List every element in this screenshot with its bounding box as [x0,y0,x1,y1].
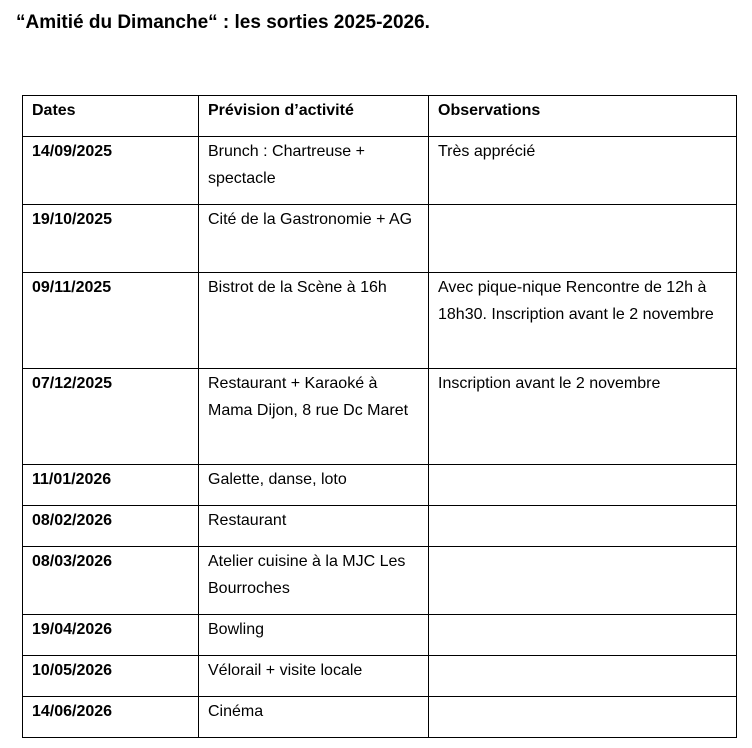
table-row [23,506,737,547]
observations-cell [429,205,737,273]
date-cell: 11/01/2026 [23,465,199,506]
table-row [23,465,737,506]
date-cell: 14/06/2026 [23,697,199,738]
activity-cell: Restaurant + Karaoké à Mama Dijon, 8 rue Dc Maret [199,369,429,465]
table-row [23,547,737,615]
activity-cell: Galette, danse, loto [199,465,429,506]
activity-cell: Restaurant [199,506,429,547]
activity-cell: Vélorail + visite locale [199,656,429,697]
table-row [23,656,737,697]
activity-cell: Bistrot de la Scène à 16h [199,273,429,369]
activity-cell: Bowling [199,615,429,656]
table-row [23,273,737,369]
date-cell: 09/11/2025 [23,273,199,369]
header-dates: Dates [23,96,199,137]
document-title: “Amitié du Dimanche“ : les sorties 2025-2026. [16,12,430,33]
activity-cell: Cinéma [199,697,429,738]
outings-table [22,95,737,738]
observations-cell: Inscription avant le 2 novembre [429,369,737,465]
observations-cell [429,615,737,656]
date-cell: 10/05/2026 [23,656,199,697]
date-cell: 08/03/2026 [23,547,199,615]
table-row [23,615,737,656]
date-cell: 19/04/2026 [23,615,199,656]
activity-cell: Brunch : Chartreuse + spectacle [199,137,429,205]
header-activity: Prévision d’activité [199,96,429,137]
observations-cell [429,506,737,547]
observations-cell: Très apprécié [429,137,737,205]
table-row [23,369,737,465]
activity-cell: Atelier cuisine à la MJC Les Bourroches [199,547,429,615]
table-row [23,697,737,738]
date-cell: 19/10/2025 [23,205,199,273]
observations-cell [429,465,737,506]
header-observations: Observations [429,96,737,137]
date-cell: 07/12/2025 [23,369,199,465]
table-row [23,205,737,273]
table-header-row [23,96,737,137]
observations-cell: Avec pique-nique Rencontre de 12h à 18h30. Inscription avant le 2 novembre [429,273,737,369]
observations-cell [429,697,737,738]
date-cell: 14/09/2025 [23,137,199,205]
table-row [23,137,737,205]
observations-cell [429,656,737,697]
date-cell: 08/02/2026 [23,506,199,547]
activity-cell: Cité de la Gastronomie + AG [199,205,429,273]
observations-cell [429,547,737,615]
